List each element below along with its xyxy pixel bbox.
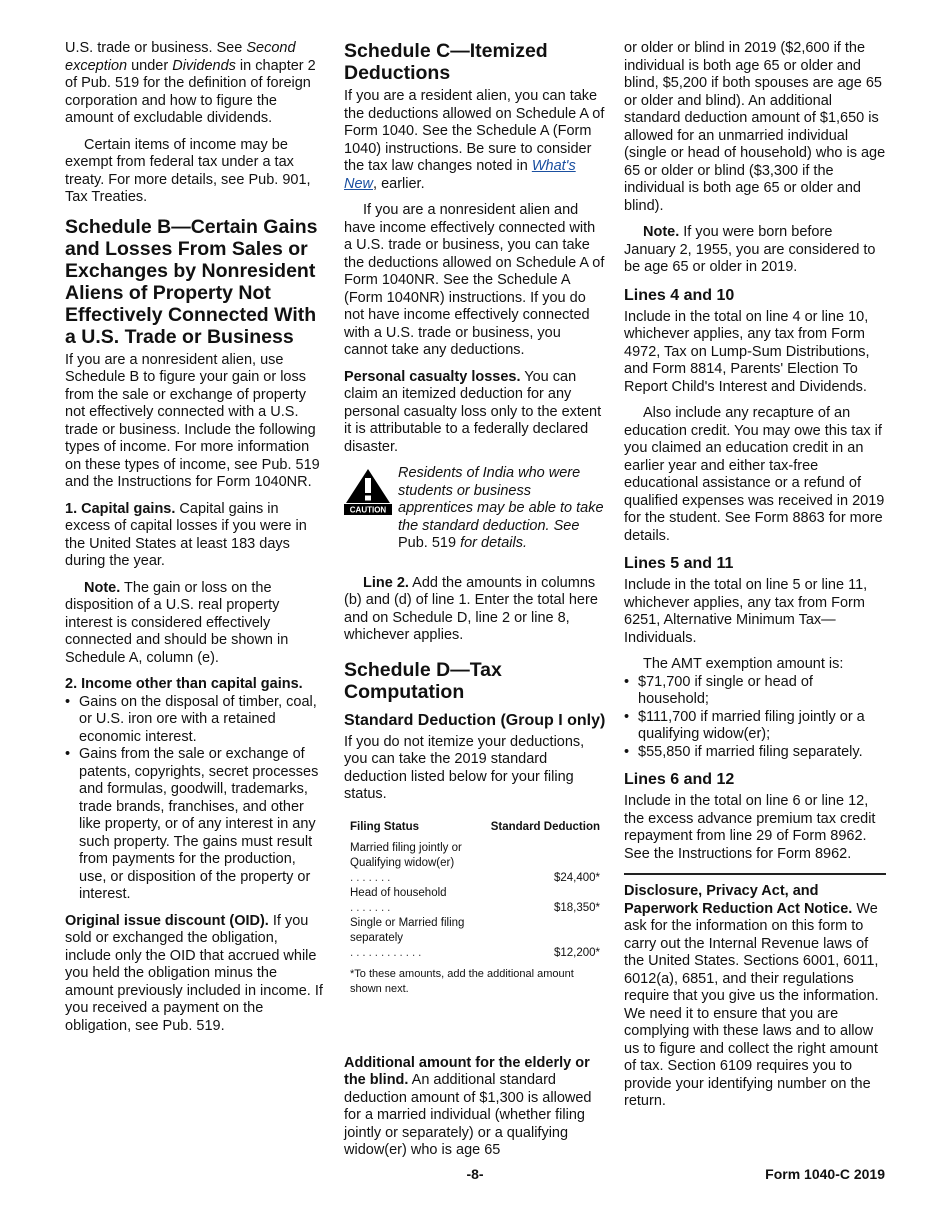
paragraph-tax-treaty: Certain items of income may be exempt from federal tax under a tax treaty. For more details, see Pub. 901, Tax Treaties.: [65, 136, 311, 205]
lines-6-12-paragraph: Include in the total on line 6 or line 12, the excess advance premium tax credit repayment from line 29 of Form 8962. See the Instructions for Form 8962.: [624, 793, 876, 862]
caution-box: [344, 465, 606, 553]
column-2: [344, 40, 606, 1169]
list-item: • $55,850 if married filing separately.: [624, 744, 886, 762]
caution-text: Residents of India who were students or business apprentices may be able to take the standard deduction. See Pub. 519 for details.: [398, 465, 604, 551]
table-row: Head of household ....... $18,350*: [350, 886, 600, 914]
casualty-losses-paragraph: Personal casualty losses. You can claim an itemized deduction for any personal casualty loss only to the extent it is attributable to a federally declared disaster.: [344, 368, 602, 455]
form-label: Form 1040-C 2019: [765, 1166, 885, 1182]
list-item: • Gains from the sale or exchange of patents, copyrights, secret processes and formulas, goodwill, trademarks, trade brands, franchises, and other like property, or of any interest in any such property. The gains must result from payments for the production, use, or disposition of the property or interest.: [65, 746, 327, 904]
schedule-c-resident: If you are a resident alien, you can take the deductions allowed on Schedule A of Form 1040. See the Schedule A (Form 1040) instructions. Be sure to consider the tax law changes noted in What's New, earlier.: [344, 88, 605, 192]
standard-deduction-table: [344, 820, 606, 961]
oid-paragraph: Original issue discount (OID). If you sold or exchanged the obligation, include only the OID that accrued while you held the obligation minus the amount previously included in income. If you received a payment on the obligation, see Pub. 519.: [65, 912, 323, 1034]
standard-deduction-header: Standard Deduction: [490, 820, 600, 833]
caution-label: CAUTION: [349, 505, 387, 515]
table-row: Married filing jointly or Qualifying widow(er) ....... $24,400*: [350, 841, 600, 884]
list-item: • $71,700 if single or head of household;: [624, 674, 886, 709]
additional-amount-continued: or older or blind in 2019 ($2,600 if the individual is both age 65 or older and blind, $5,200 if both spouses are age 65 or older and blind). An additional standard deduction amount of $1,650 is allowed for an unmarried individual (single or head of household) who is age 65 or older or blind ($3,300 if the individual is both age 65 or older and blind).: [624, 40, 886, 214]
table-row: Single or Married filing separately ............ $12,200*: [350, 916, 600, 959]
additional-amount-paragraph: Additional amount for the elderly or the blind. An additional standard deduction amount of $1,300 is allowed for a married individual (whether filing jointly or separately) or a qualifying widow(er) who is age 65: [344, 1054, 592, 1158]
paragraph-dividends: U.S. trade or business. See Second exception under Dividends in chapter 2 of Pub. 519 for the definition of foreign corporation and how to figure the amount of excludable dividends.: [65, 40, 316, 126]
whats-new-link[interactable]: What's New: [344, 158, 576, 192]
page-number: -8-: [466, 1166, 484, 1182]
schedule-c-heading: Schedule C—Itemized Deductions: [344, 40, 548, 84]
lines-5-11-paragraph: Include in the total on line 5 or line 11, whichever applies, any tax from Form 6251, Alternative Minimum Tax—Individuals.: [624, 577, 868, 646]
real-property-note: Note. The gain or loss on the disposition of a U.S. real property interest is considered effectively connected and should be shown in Schedule A, column (e).: [65, 579, 289, 666]
list-item: • $111,700 if married filing jointly or a qualifying widow(er);: [624, 709, 886, 744]
schedule-b-heading: Schedule B—Certain Gains and Losses From Sales or Exchanges by Nonresident Aliens of Property Not Effectively Connected With a U.S. Trade or Business: [65, 215, 318, 348]
age-note: Note. If you were born before January 2, 1955, you are considered to be age 65 or older in 2019.: [624, 224, 876, 275]
lines-5-11-heading: Lines 5 and 11: [624, 555, 734, 572]
capital-gains-paragraph: 1. Capital gains. Capital gains in excess of capital losses if you were in the United States at least 183 days during the year.: [65, 500, 307, 569]
standard-deduction-heading: Standard Deduction (Group I only): [344, 711, 606, 729]
lines-4-10-paragraph: Include in the total on line 4 or line 10, whichever applies, any tax from Form 4972, Tax on Lump-Sum Distributions, and Form 8814, Parents' Election To Report Child's Interest and Dividends.: [624, 308, 870, 395]
table-footnote: *To these amounts, add the additional amount shown next.: [350, 967, 574, 995]
privacy-notice-paragraph: Disclosure, Privacy Act, and Paperwork Reduction Act Notice. We ask for the information on this form to carry out the Internal Revenue laws of the United States. Sections 6001, 6011, 6012(a), 6851, and their regulations require that you give us the information. We need it to ensure that you are complying with these laws and to allow us to figure and collect the right amount of tax. Section 6109 requires you to provide your identifying number on the return.: [624, 883, 879, 1109]
column-1: [65, 40, 327, 1044]
other-income-label: 2. Income other than capital gains.: [65, 676, 303, 692]
column-3: [624, 40, 886, 1120]
schedule-c-nonresident: If you are a nonresident alien and have income effectively connected with a U.S. trade or business, you can take the deductions allowed on Schedule A of Form 1040NR. See the Schedule A (Form 1040NR) instructions. If you do not have income effectively connected with a U.S. trade or business, you cannot take any deductions.: [344, 202, 605, 358]
lines-6-12-heading: Lines 6 and 12: [624, 771, 735, 788]
list-item: • Gains on the disposal of timber, coal, or U.S. iron ore with a retained economic interest.: [65, 694, 327, 747]
schedule-b-intro: If you are a nonresident alien, use Schedule B to figure your gain or loss from the sale or exchange of property not effectively connected with a U.S. trade or business. Include the following types of income. For more information on these types of income, see Pub. 519 and the Instructions for Form 1040NR.: [65, 351, 320, 490]
education-credit-paragraph: Also include any recapture of an education credit. You may owe this tax if you claimed an education credit in an earlier year and either tax-free educational assistance or a refund of qualified expenses was received in 2019 for the student. See Form 8863 for more details.: [624, 405, 885, 544]
section-divider: [624, 873, 886, 875]
filing-status-header: Filing Status: [350, 820, 419, 833]
caution-icon: [344, 467, 392, 515]
line-2-paragraph: Line 2. Add the amounts in columns (b) and (d) of line 1. Enter the total here and on Schedule D, line 2 or line 8, whichever applies.: [344, 574, 598, 643]
lines-4-10-heading: Lines 4 and 10: [624, 286, 735, 304]
standard-deduction-intro: If you do not itemize your deductions, you can take the 2019 standard deduction listed below for your filing status.: [344, 733, 585, 802]
schedule-d-heading: Schedule D—Tax Computation: [344, 658, 502, 703]
amt-exemption-intro: The AMT exemption amount is:: [643, 656, 844, 672]
